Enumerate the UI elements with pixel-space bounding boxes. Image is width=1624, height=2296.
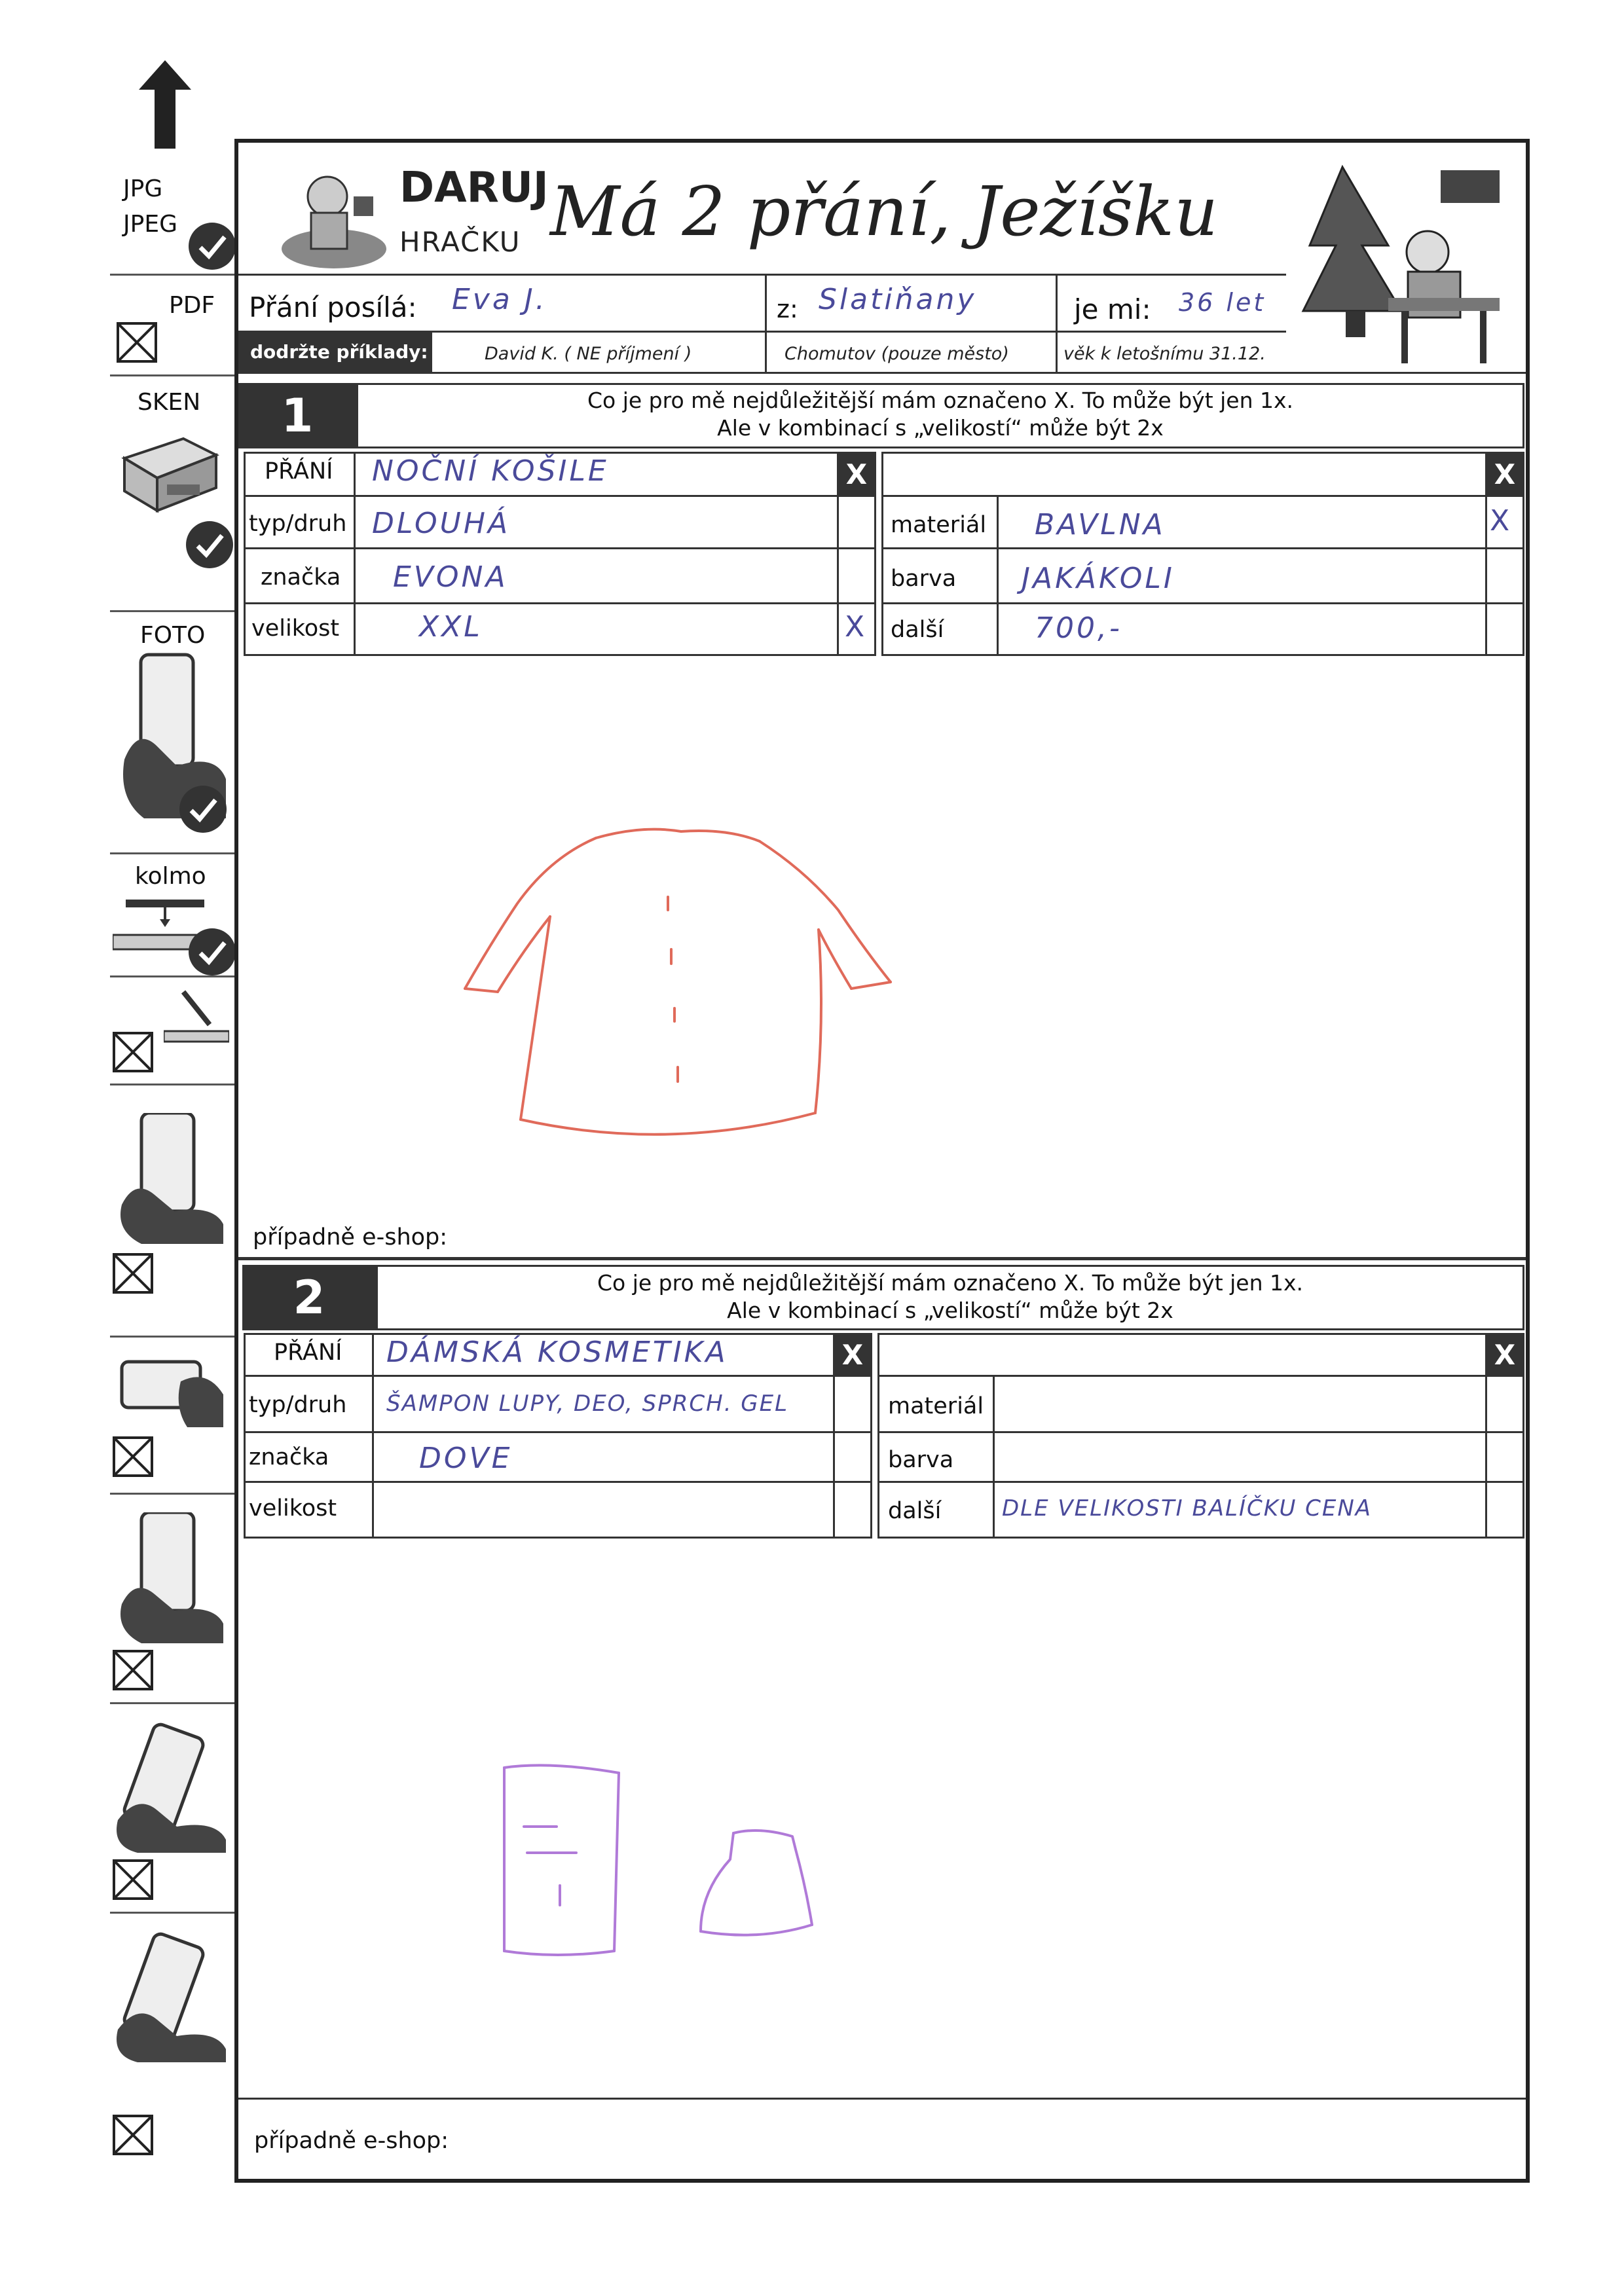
- wish-1-drawing: [452, 812, 923, 1178]
- cross-box-icon: [113, 1859, 153, 1900]
- landscape-phone-icon: [115, 1355, 227, 1427]
- wish-2-note-line1: Co je pro mě nejdůležitější mám označeno X. To může být jen 1x.: [597, 1270, 1304, 1296]
- check-icon: [186, 521, 233, 568]
- wish-1-number: 1: [238, 383, 356, 448]
- jpeg-label: JPEG: [123, 211, 177, 238]
- wish-2-label-typ: typ/druh: [249, 1392, 347, 1418]
- wish-2-left-x-header: X: [835, 1335, 870, 1375]
- cross-box-icon: [117, 322, 157, 363]
- pdf-label: PDF: [169, 292, 215, 319]
- wish-1-note-line1: Co je pro mě nejdůležitější mám označeno X. To může být jen 1x.: [587, 388, 1294, 413]
- check-icon: [179, 786, 227, 833]
- hand-phone-tilted-icon: [111, 1722, 229, 1853]
- wish-1-mark-material[interactable]: X: [1490, 504, 1510, 538]
- hand-phone-icon: [115, 1113, 227, 1244]
- check-icon: [189, 223, 236, 270]
- cross-box-icon: [113, 1436, 153, 1477]
- hand-phone-icon: [115, 1512, 227, 1643]
- wish-2-eshop-field[interactable]: [458, 2124, 1506, 2150]
- wish-2-right-x-header: X: [1487, 1335, 1522, 1375]
- tilted-phone-icon: [164, 985, 229, 1044]
- wish-1-value-typ[interactable]: DLOUHÁ: [372, 507, 511, 540]
- up-arrow-icon: [139, 60, 191, 149]
- sender-city[interactable]: Slatiňany: [819, 283, 977, 316]
- wish-2-label-dalsi: další: [888, 1498, 942, 1524]
- wish-1-value-velikost[interactable]: XXL: [419, 610, 483, 644]
- wish-2-eshop-label: případně e-shop:: [254, 2128, 449, 2154]
- wish-1-table-right: [881, 452, 1524, 656]
- page-title: Má 2 přání, Ježíšku: [550, 172, 1219, 251]
- wish-1-label-barva: barva: [891, 566, 957, 592]
- wish-2-label-prani: PŘÁNÍ: [274, 1339, 342, 1366]
- christmas-tree-image: [1290, 154, 1513, 370]
- example-name: David K. ( NE příjmení ): [485, 344, 692, 364]
- check-icon: [189, 928, 236, 975]
- wish-2-value-typ[interactable]: ŠAMPON LUPY, DEO, SPRCH. GEL: [386, 1391, 789, 1417]
- wish-1-label-prani: PŘÁNÍ: [265, 458, 333, 484]
- wish-1-eshop-label: případně e-shop:: [253, 1224, 448, 1250]
- wish-2-value-dalsi[interactable]: DLE VELIKOSTI BALÍČKU CENA: [1002, 1495, 1373, 1522]
- wish-1-label-dalsi: další: [891, 617, 944, 643]
- logo-text-hracku: HRAČKU: [399, 226, 521, 258]
- city-label: z:: [777, 295, 798, 323]
- logo-text-daruj: DARUJ: [399, 164, 549, 212]
- cross-box-icon: [113, 2115, 153, 2155]
- example-age: věk k letošnímu 31.12.: [1063, 344, 1266, 364]
- age-label: je mi:: [1074, 293, 1151, 325]
- wish-1-value-dalsi[interactable]: 700,-: [1035, 611, 1122, 645]
- wish-2-drawing: [498, 1755, 838, 1964]
- wish-2-label-barva: barva: [888, 1447, 954, 1473]
- wish-1-label-typ: typ/druh: [249, 511, 347, 537]
- wish-1-value-prani[interactable]: NOČNÍ KOŠILE: [372, 454, 609, 488]
- wish-1-value-material[interactable]: BAVLNA: [1035, 508, 1166, 541]
- wish-2-number: 2: [242, 1265, 376, 1330]
- kolmo-label: kolmo: [135, 863, 206, 890]
- scanner-icon: [118, 419, 223, 517]
- jpg-label: JPG: [123, 175, 163, 202]
- wish-2-value-znacka[interactable]: DOVE: [419, 1442, 513, 1475]
- wish-2-note-line2: Ale v kombinací s „velikostí“ může být 2x: [727, 1298, 1173, 1323]
- sender-label: Přání posílá:: [249, 291, 417, 323]
- sender-age[interactable]: 36 let: [1179, 288, 1266, 317]
- wish-2-label-velikost: velikost: [249, 1495, 337, 1522]
- wish-2-label-znacka: značka: [249, 1444, 329, 1470]
- logo-image: [275, 157, 393, 275]
- wish-2-value-prani[interactable]: DÁMSKÁ KOSMETIKA: [386, 1336, 728, 1369]
- wish-1-label-velikost: velikost: [251, 615, 340, 642]
- wish-1-left-x-header: X: [839, 454, 874, 495]
- wish-1-mark-velikost[interactable]: X: [845, 610, 865, 644]
- wish-1-value-znacka[interactable]: EVONA: [393, 560, 508, 594]
- wish-1-label-material: materiál: [891, 512, 987, 538]
- foto-label: FOTO: [140, 622, 206, 649]
- wish-1-right-x-header: X: [1487, 454, 1522, 495]
- cross-box-icon: [113, 1650, 153, 1690]
- wish-1-eshop-field[interactable]: [458, 1224, 1506, 1250]
- wish-1-note-line2: Ale v kombinací s „velikostí“ může být 2x: [717, 415, 1164, 441]
- examples-label: dodržte příklady:: [238, 333, 432, 372]
- example-city: Chomutov (pouze město): [784, 344, 1009, 364]
- wish-2-label-material: materiál: [888, 1393, 984, 1419]
- sender-name[interactable]: Eva J.: [452, 283, 547, 316]
- hand-phone-tilted-icon: [111, 1931, 229, 2062]
- cross-box-icon: [113, 1032, 153, 1072]
- wish-1-label-znacka: značka: [261, 564, 341, 591]
- cross-box-icon: [113, 1253, 153, 1294]
- sken-label: SKEN: [138, 389, 201, 416]
- wish-1-value-barva[interactable]: JAKÁKOLI: [1022, 562, 1175, 595]
